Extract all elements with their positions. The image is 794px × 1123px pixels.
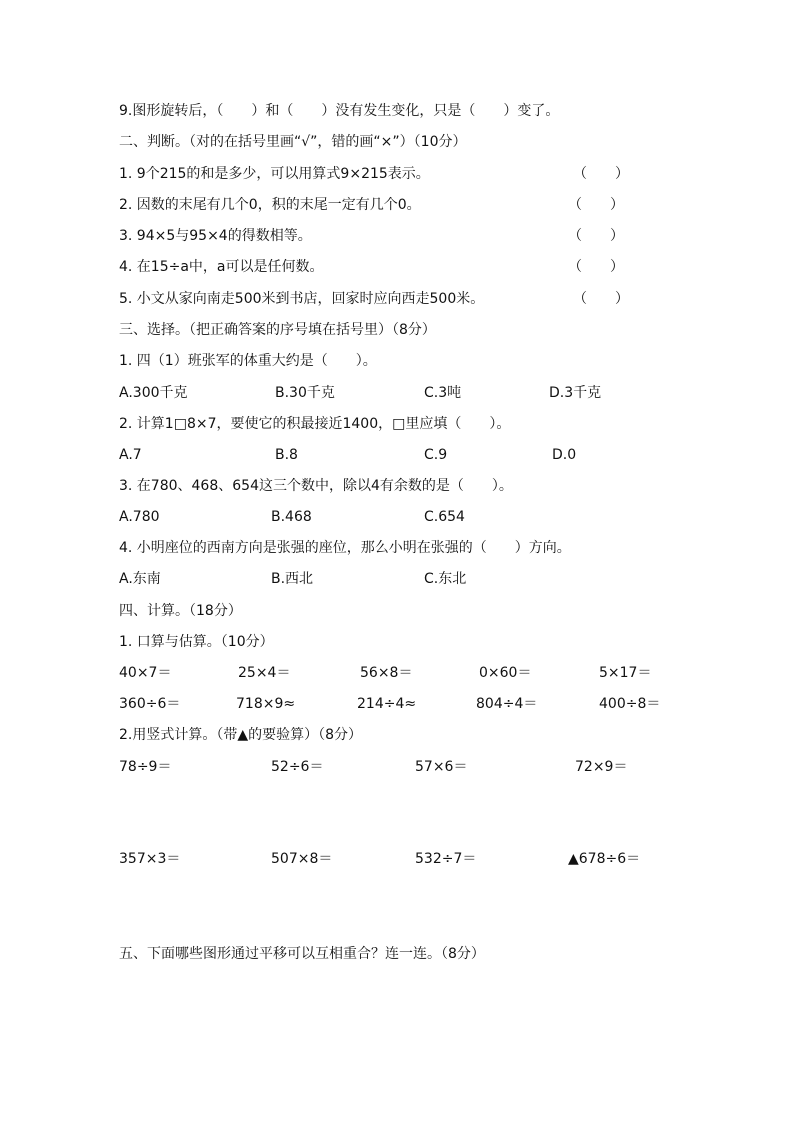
judge-answer-paren-4[interactable]: （ ） <box>568 259 624 275</box>
section-judge-heading: 二、判断。（对的在括号里画“√”，错的画“×”）（10分） <box>119 134 467 150</box>
vertical-problem: 507×8＝ <box>271 851 333 867</box>
judge-item-5: 5. 小文从家向南走500米到书店，回家时应向西走500米。 <box>119 291 485 307</box>
oral-problem: 56×8＝ <box>360 665 413 681</box>
vertical-problem: 357×3＝ <box>119 851 181 867</box>
judge-answer-paren-1[interactable]: （ ） <box>573 166 629 182</box>
oral-problem: 25×4＝ <box>238 665 291 681</box>
judge-answer-paren-2[interactable]: （ ） <box>568 197 624 213</box>
oral-problem: 214÷4≈ <box>357 696 417 712</box>
choice-2-option-b: B.8 <box>275 447 298 463</box>
judge-answer-paren-5[interactable]: （ ） <box>573 291 629 307</box>
oral-problem: 0×60＝ <box>479 665 532 681</box>
choice-question-1: 1. 四（1）班张军的体重大约是（ ）。 <box>119 353 377 369</box>
vertical-problem: 532÷7＝ <box>415 851 477 867</box>
choice-4-option-b: B.西北 <box>271 571 314 587</box>
judge-item-4: 4. 在15÷a中，a可以是任何数。 <box>119 259 324 275</box>
oral-calc-heading: 1. 口算与估算。（10分） <box>119 634 274 650</box>
vertical-problem: 52÷6＝ <box>271 759 324 775</box>
choice-question-3: 3. 在780、468、654这三个数中，除以4有余数的是（ ）。 <box>119 478 513 494</box>
oral-problem: 40×7＝ <box>119 665 172 681</box>
oral-problem: 400÷8＝ <box>599 696 661 712</box>
vertical-problem: 72×9＝ <box>575 759 628 775</box>
vertical-calc-heading: 2.用竖式计算。（带▲的要验算）（8分） <box>119 727 363 743</box>
vertical-problem: 78÷9＝ <box>119 759 172 775</box>
choice-4-option-a: A.东南 <box>119 571 161 587</box>
choice-3-option-a: A.780 <box>119 509 160 525</box>
vertical-problem: ▲678÷6＝ <box>568 851 641 867</box>
choice-question-4: 4. 小明座位的西南方向是张强的座位，那么小明在张强的（ ）方向。 <box>119 540 571 556</box>
section-calc-heading: 四、计算。（18分） <box>119 603 242 619</box>
oral-problem: 804÷4＝ <box>476 696 538 712</box>
choice-2-option-c: C.9 <box>424 447 448 463</box>
choice-3-option-c: C.654 <box>424 509 465 525</box>
oral-problem: 5×17＝ <box>599 665 652 681</box>
choice-1-option-d: D.3千克 <box>549 385 602 401</box>
choice-2-option-a: A.7 <box>119 447 142 463</box>
question-9: 9.图形旋转后，（ ）和（ ）没有发生变化，只是（ ）变了。 <box>119 103 560 119</box>
choice-3-option-b: B.468 <box>271 509 312 525</box>
oral-problem: 360÷6＝ <box>119 696 181 712</box>
oral-problem: 718×9≈ <box>236 696 296 712</box>
choice-2-option-d: D.0 <box>552 447 577 463</box>
judge-item-2: 2. 因数的末尾有几个0，积的末尾一定有几个0。 <box>119 197 421 213</box>
vertical-problem: 57×6＝ <box>415 759 468 775</box>
choice-question-2: 2. 计算1□8×7，要使它的积最接近1400，□里应填（ ）。 <box>119 416 511 432</box>
choice-1-option-a: A.300千克 <box>119 385 188 401</box>
choice-4-option-c: C.东北 <box>424 571 467 587</box>
judge-item-1: 1. 9个215的和是多少，可以用算式9×215表示。 <box>119 166 430 182</box>
choice-1-option-c: C.3吨 <box>424 385 462 401</box>
section-shift-heading: 五、下面哪些图形通过平移可以互相重合？连一连。（8分） <box>119 946 485 962</box>
judge-answer-paren-3[interactable]: （ ） <box>568 228 624 244</box>
choice-1-option-b: B.30千克 <box>275 385 335 401</box>
section-choice-heading: 三、选择。（把正确答案的序号填在括号里）（8分） <box>119 322 436 338</box>
judge-item-3: 3. 94×5与95×4的得数相等。 <box>119 228 312 244</box>
